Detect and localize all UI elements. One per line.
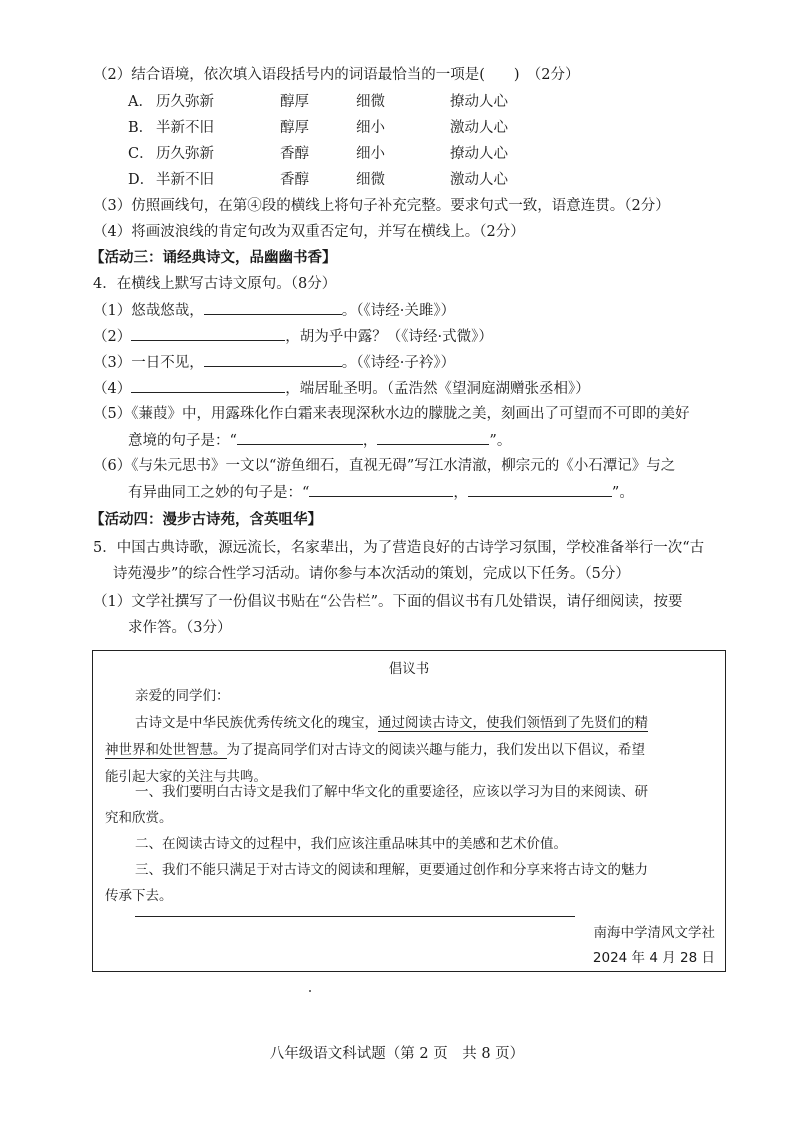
item-text: ，胡为乎中露？（《诗经·式微》） xyxy=(285,329,493,345)
q3-text: （3）仿照画线句，在第④段的横线上将句子补充完整。要求句式一致，语意连贯。（2分） xyxy=(93,198,670,214)
answer-blank[interactable] xyxy=(237,430,363,445)
q5-line1: 5．中国古典诗歌，源远流长，名家辈出，为了营造良好的古诗学习氛围，学校准备举行一次“古 xyxy=(93,540,705,556)
q4-item-5-line1: （5）《蒹葭》中，用露珠化作白霜来表现深秋水边的朦胧之美，刻画出了可望而不可即的美好 xyxy=(93,406,690,422)
option-letter: B． xyxy=(128,120,154,136)
answer-blank[interactable] xyxy=(309,482,453,497)
proposal-letter-box xyxy=(92,650,726,972)
answer-blank[interactable] xyxy=(204,352,342,367)
answer-blank[interactable] xyxy=(204,300,342,315)
q4-stem: 4．在横线上默写古诗文原句。（8分） xyxy=(93,276,337,292)
letter-text: 古诗文是中华民族优秀传统文化的瑰宝， xyxy=(135,715,378,731)
option-letter: C． xyxy=(128,146,154,162)
letter-p2-line2: 究和欣赏。 xyxy=(105,810,173,826)
answer-line[interactable] xyxy=(135,916,575,917)
option-word: 半新不旧 xyxy=(156,120,214,136)
letter-p1-line3: 能引起大家的关注与共鸣。 xyxy=(105,769,267,785)
letter-date: 2024 年 4 月 28 日 xyxy=(592,950,715,966)
option-word: 撩动人心 xyxy=(450,146,508,162)
letter-title: 倡议书 xyxy=(388,661,430,677)
activity4-heading: 【活动四：漫步古诗苑，含英咀华】 xyxy=(90,511,322,528)
answer-blank[interactable] xyxy=(131,326,285,341)
q4-item-4 xyxy=(93,378,590,399)
letter-p3: 二、在阅读古诗文的过程中，我们应该注重品味其中的美感和艺术价值。 xyxy=(135,836,567,852)
option-word: 细微 xyxy=(356,172,385,188)
option-word: 醇厚 xyxy=(280,120,309,136)
q4-item-3 xyxy=(93,352,455,373)
option-word: 细小 xyxy=(356,120,385,136)
item-text: （1）悠哉悠哉， xyxy=(93,303,204,319)
answer-blank[interactable] xyxy=(468,482,612,497)
letter-salutation: 亲爱的同学们： xyxy=(135,688,230,704)
option-word: 撩动人心 xyxy=(450,94,508,110)
option-word: 醇厚 xyxy=(280,94,309,110)
letter-text: 为了提高同学们对古诗文的阅读兴趣与能力，我们发出以下倡议，希望 xyxy=(226,742,645,758)
item-text: 有异曲同工之妙的句子是：“ xyxy=(128,485,310,501)
letter-p2-line1: 一、我们要明白古诗文是我们了解中华文化的重要途径，应该以学习为目的来阅读、研 xyxy=(135,784,648,800)
option-letter: A． xyxy=(128,94,153,110)
answer-blank[interactable] xyxy=(377,430,489,445)
item-text: 意境的句子是：“ xyxy=(128,433,237,449)
item-text: ”。 xyxy=(489,433,512,449)
option-word: 香醇 xyxy=(280,172,309,188)
item-text: （3）一日不见， xyxy=(93,355,204,371)
q5-sub1-line1: （1）文学社撰写了一份倡议书贴在“公告栏”。下面的倡议书有几处错误，请仔细阅读，按要 xyxy=(93,594,683,610)
q5-line2: 诗苑漫步”的综合性学习活动。请你参与本次活动的策划，完成以下任务。（5分） xyxy=(113,566,630,582)
q4-item-6-line1: （6）《与朱元思书》一文以“游鱼细石，直视无碍”写江水清澈，柳宗元的《小石潭记》与之 xyxy=(93,458,676,474)
option-word: 历久弥新 xyxy=(156,146,214,162)
q4-item-2 xyxy=(93,326,493,347)
item-text: ， xyxy=(362,433,378,449)
q4-item-6-line2 xyxy=(128,482,634,503)
letter-p1-line2 xyxy=(105,740,645,760)
underlined-sentence: 通过阅读古诗文，使我们领悟到了先贤们的精 xyxy=(378,715,648,731)
item-text: ， xyxy=(453,485,468,501)
answer-blank[interactable] xyxy=(131,378,285,393)
underlined-sentence: 神世界和处世智慧。 xyxy=(105,742,227,758)
letter-p4-line2: 传承下去。 xyxy=(105,888,173,904)
option-d xyxy=(128,170,508,190)
item-text: ，端居耻圣明。（孟浩然《望洞庭湖赠张丞相》） xyxy=(285,381,590,397)
item-text: 。（《诗经·子衿》） xyxy=(341,355,456,371)
option-word: 细微 xyxy=(356,94,385,110)
option-word: 历久弥新 xyxy=(156,94,214,110)
option-word: 激动人心 xyxy=(450,120,508,136)
letter-signer: 南海中学清风文学社 xyxy=(593,925,715,941)
item-text: （2） xyxy=(93,329,132,345)
q2-stem: （2）结合语境，依次填入语段括号内的词语最恰当的一项是( ) （2分） xyxy=(93,67,580,83)
q4sub-text: （4）将画波浪线的肯定句改为双重否定句，并写在横线上。（2分） xyxy=(93,224,525,240)
option-a xyxy=(128,92,508,112)
option-b xyxy=(128,118,508,138)
item-text: 。（《诗经·关雎》） xyxy=(341,303,456,319)
option-word: 细小 xyxy=(356,146,385,162)
option-word: 香醇 xyxy=(280,146,309,162)
letter-p4-line1: 三、我们不能只满足于对古诗文的阅读和理解，更要通过创作和分享来将古诗文的魅力 xyxy=(135,862,648,878)
letter-p1-line1 xyxy=(135,713,648,733)
option-letter: D． xyxy=(128,172,155,188)
q4-item-5-line2 xyxy=(128,430,511,451)
q4-item-1 xyxy=(93,300,455,321)
stray-dot xyxy=(309,990,311,992)
item-text: （4） xyxy=(93,381,132,397)
activity3-heading: 【活动三：诵经典诗文，品幽幽书香】 xyxy=(90,249,337,266)
q5-sub1-line2: 求作答。（3分） xyxy=(128,620,232,636)
page-footer: 八年级语文科试题（第 2 页 共 8 页） xyxy=(269,1046,525,1062)
option-word: 激动人心 xyxy=(450,172,508,188)
item-text: ”。 xyxy=(611,485,634,501)
option-word: 半新不旧 xyxy=(156,172,214,188)
option-c xyxy=(128,144,508,164)
